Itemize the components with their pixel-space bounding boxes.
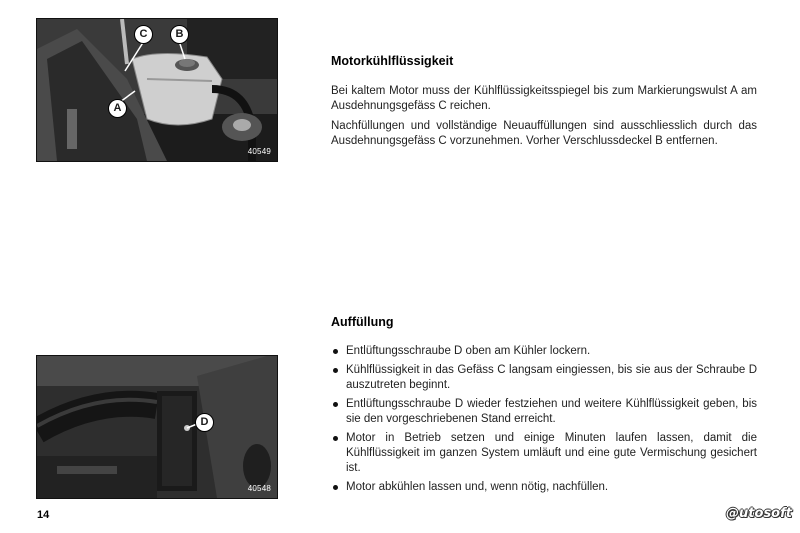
list-item-text: Entlüftungsschraube D oben am Kühler lockern.	[346, 345, 591, 357]
section-heading-filling: Auffüllung	[331, 315, 394, 329]
list-item	[331, 397, 757, 427]
list-item-text: Kühlflüssigkeit in das Gefäss C langsam eingiessen, bis sie aus der Schraube D auszutreten beginnt.	[346, 364, 757, 391]
list-item-text: Entlüftungsschraube D wieder festziehen und weitere Kühlflüssigkeit geben, bis sie den vorgeschriebenen Stand erreicht.	[346, 398, 757, 425]
watermark-logo: @utosoft	[726, 506, 792, 521]
bullet-icon	[333, 436, 338, 441]
section-heading-coolant: Motorkühlflüssigkeit	[331, 54, 454, 68]
bullet-icon	[333, 485, 338, 490]
figure-code: 40549	[247, 147, 271, 156]
callout-a: A	[108, 99, 127, 118]
list-item-text: Motor in Betrieb setzen und einige Minuten laufen lassen, damit die Kühlflüssigkeit im ganzen System umläuft und eine gute Vermischung gesichert ist.	[346, 432, 757, 474]
paragraph-coolant-level: Bei kaltem Motor muss der Kühlflüssigkeitsspiegel bis zum Markierungswulst A am Ausdehnungsgefäss C reichen.	[331, 85, 757, 112]
callout-d: D	[195, 413, 214, 432]
paragraph-refill-instructions: Nachfüllungen und vollständige Neuauffüllungen sind ausschliesslich durch das Ausdehnungsgefäss C vorzunehmen. Vorher Verschlussdeckel B entfernen.	[331, 120, 757, 147]
callout-overlay	[37, 19, 277, 161]
list-item	[331, 480, 757, 495]
list-item	[331, 344, 757, 359]
figure-code: 40548	[247, 484, 271, 493]
expansion-tank-photo	[36, 18, 278, 162]
list-item	[331, 363, 757, 393]
filling-steps-list	[331, 344, 757, 499]
callout-b: B	[170, 25, 189, 44]
bullet-icon	[333, 368, 338, 373]
bullet-icon	[333, 402, 338, 407]
list-item-text: Motor abkühlen lassen und, wenn nötig, nachfüllen.	[346, 481, 609, 493]
bleed-screw-photo	[36, 355, 278, 499]
callout-c: C	[134, 25, 153, 44]
page-number: 14	[37, 509, 50, 521]
bullet-icon	[333, 349, 338, 354]
bleed-screw-illustration	[37, 356, 277, 498]
list-item	[331, 431, 757, 476]
